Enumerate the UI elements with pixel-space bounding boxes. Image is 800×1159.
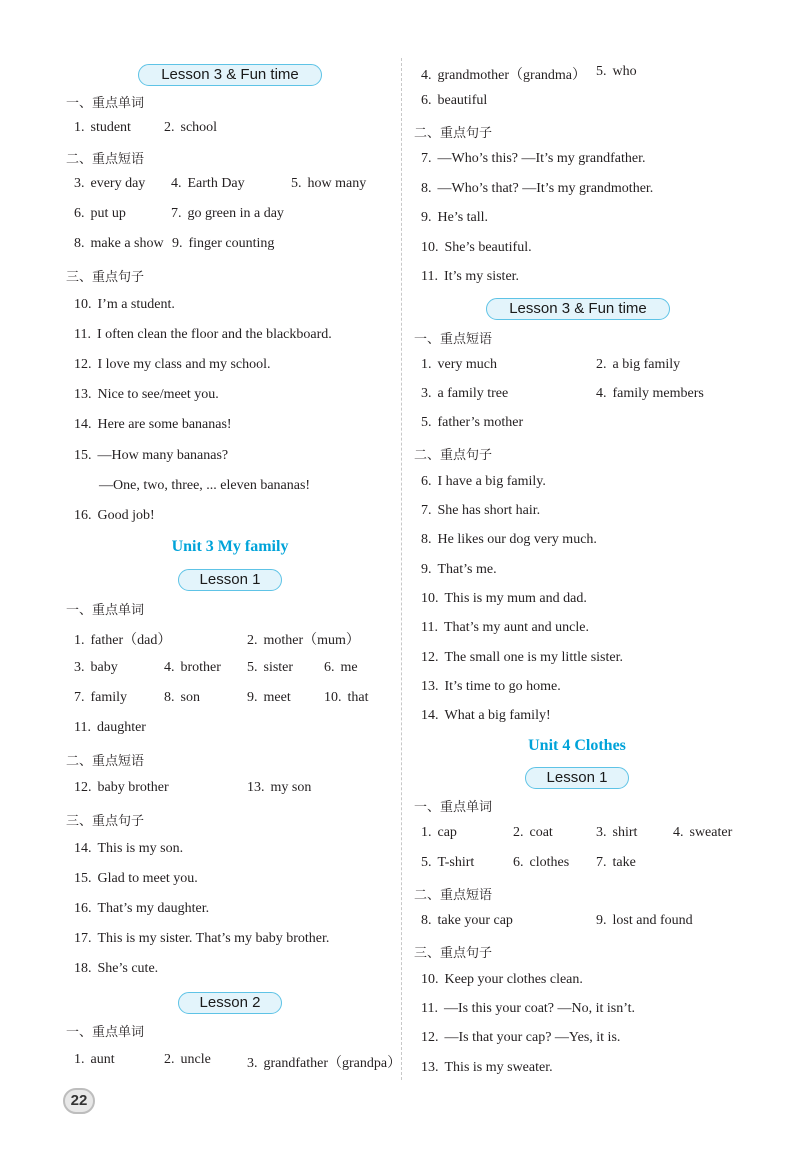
list-item: 12. The small one is my little sister. xyxy=(421,650,623,665)
lesson2-heading: Lesson 2 xyxy=(178,992,282,1014)
lesson3-fun-time-heading: Lesson 3 & Fun time xyxy=(138,64,322,86)
section-key-sentences: 三、重点句子 xyxy=(66,270,145,285)
list-item: 2. mother（mum） xyxy=(247,633,360,648)
list-item: 5. sister xyxy=(247,660,294,675)
list-item: 4. grandmother（grandma） xyxy=(421,68,587,83)
list-item: 11. daughter xyxy=(74,720,146,735)
list-item: 13. This is my sweater. xyxy=(421,1060,553,1075)
section-key-words: 一、重点单词 xyxy=(66,1025,145,1040)
section-key-phrases: 二、重点短语 xyxy=(414,888,493,903)
list-item: 12. baby brother xyxy=(74,780,169,795)
section-key-words: 一、重点单词 xyxy=(66,603,145,618)
list-item: 10. Keep your clothes clean. xyxy=(421,972,583,987)
list-item: 9. He’s tall. xyxy=(421,210,489,225)
column-divider xyxy=(401,58,402,1080)
list-item: 12. I love my class and my school. xyxy=(74,357,271,372)
list-item: 8. take your cap xyxy=(421,913,513,928)
section-key-sentences: 三、重点句子 xyxy=(414,946,493,961)
list-item: 7. She has short hair. xyxy=(421,503,541,518)
section-key-sentences: 二、重点句子 xyxy=(414,448,493,463)
list-item: 4. brother xyxy=(164,660,221,675)
list-item: 7. go green in a day xyxy=(171,206,284,221)
list-item: 6. I have a big family. xyxy=(421,474,546,489)
list-item: 2. uncle xyxy=(164,1052,211,1067)
list-item: 5. who xyxy=(596,64,637,79)
list-item: 10. that xyxy=(324,690,369,705)
list-item: 9. finger counting xyxy=(172,236,275,251)
list-item: 11. That’s my aunt and uncle. xyxy=(421,620,590,635)
lesson1-heading: Lesson 1 xyxy=(525,767,629,789)
list-item: 8. —Who’s that? —It’s my grandmother. xyxy=(421,181,654,196)
list-item: 10. She’s beautiful. xyxy=(421,240,532,255)
section-key-words: 一、重点单词 xyxy=(414,800,493,815)
list-item: 15. Glad to meet you. xyxy=(74,871,198,886)
section-key-phrases: 二、重点短语 xyxy=(66,754,145,769)
unit4-title: Unit 4 Clothes xyxy=(528,737,626,754)
list-item: 3. grandfather（grandpa） xyxy=(247,1056,402,1071)
list-item: 6. me xyxy=(324,660,358,675)
list-item: 4. sweater xyxy=(673,825,733,840)
list-item: 5. T-shirt xyxy=(421,855,475,870)
list-item: 6. clothes xyxy=(513,855,570,870)
list-item: 13. my son xyxy=(247,780,312,795)
list-item: 1. student xyxy=(74,120,131,135)
list-item: 9. lost and found xyxy=(596,913,693,928)
list-item: 1. cap xyxy=(421,825,457,840)
list-item: 1. aunt xyxy=(74,1052,115,1067)
list-item: 12. —Is that your cap? —Yes, it is. xyxy=(421,1030,621,1045)
section-key-sentences: 三、重点句子 xyxy=(66,814,145,829)
list-item: 7. family xyxy=(74,690,128,705)
list-item: 10. I’m a student. xyxy=(74,297,175,312)
list-item: 4. family members xyxy=(596,386,704,401)
list-item: 1. very much xyxy=(421,357,497,372)
list-item: 14. This is my son. xyxy=(74,841,184,856)
lesson1-heading: Lesson 1 xyxy=(178,569,282,591)
list-item: 14. Here are some bananas! xyxy=(74,417,232,432)
section-key-words: 一、重点单词 xyxy=(66,96,145,111)
list-item: 3. shirt xyxy=(596,825,638,840)
list-item: 3. a family tree xyxy=(421,386,509,401)
list-item: 3. every day xyxy=(74,176,146,191)
list-item: 13. It’s time to go home. xyxy=(421,679,561,694)
lesson3-fun-time-heading: Lesson 3 & Fun time xyxy=(486,298,670,320)
list-item: 17. This is my sister. That’s my baby brother. xyxy=(74,931,330,946)
list-item-continuation: —One, two, three, ... eleven bananas! xyxy=(99,478,311,493)
list-item: 6. put up xyxy=(74,206,126,221)
list-item: 4. Earth Day xyxy=(171,176,245,191)
list-item: 16. Good job! xyxy=(74,508,155,523)
list-item: 9. meet xyxy=(247,690,291,705)
list-item: 11. —Is this your coat? —No, it isn’t. xyxy=(421,1001,636,1016)
list-item: 3. baby xyxy=(74,660,118,675)
list-item: 13. Nice to see/meet you. xyxy=(74,387,219,402)
list-item: 7. take xyxy=(596,855,636,870)
list-item: 18. She’s cute. xyxy=(74,961,159,976)
page-number: 22 xyxy=(63,1088,95,1114)
list-item: 16. That’s my daughter. xyxy=(74,901,210,916)
list-item: 14. What a big family! xyxy=(421,708,551,723)
list-item: 5. how many xyxy=(291,176,367,191)
list-item: 15. —How many bananas? xyxy=(74,448,229,463)
list-item: 6. beautiful xyxy=(421,93,488,108)
list-item: 2. coat xyxy=(513,825,553,840)
list-item: 8. He likes our dog very much. xyxy=(421,532,597,547)
section-key-phrases: 二、重点短语 xyxy=(66,152,145,167)
list-item: 8. son xyxy=(164,690,200,705)
list-item: 2. a big family xyxy=(596,357,681,372)
list-item: 1. father（dad） xyxy=(74,633,172,648)
section-key-phrases: 一、重点短语 xyxy=(414,332,493,347)
list-item: 5. father’s mother xyxy=(421,415,524,430)
section-key-sentences: 二、重点句子 xyxy=(414,126,493,141)
list-item: 8. make a show xyxy=(74,236,164,251)
list-item: 11. It’s my sister. xyxy=(421,269,520,284)
list-item: 2. school xyxy=(164,120,218,135)
unit3-title: Unit 3 My family xyxy=(171,538,289,555)
list-item: 7. —Who’s this? —It’s my grandfather. xyxy=(421,151,646,166)
list-item: 11. I often clean the floor and the blackboard. xyxy=(74,327,332,342)
list-item: 10. This is my mum and dad. xyxy=(421,591,587,606)
list-item: 9. That’s me. xyxy=(421,562,497,577)
